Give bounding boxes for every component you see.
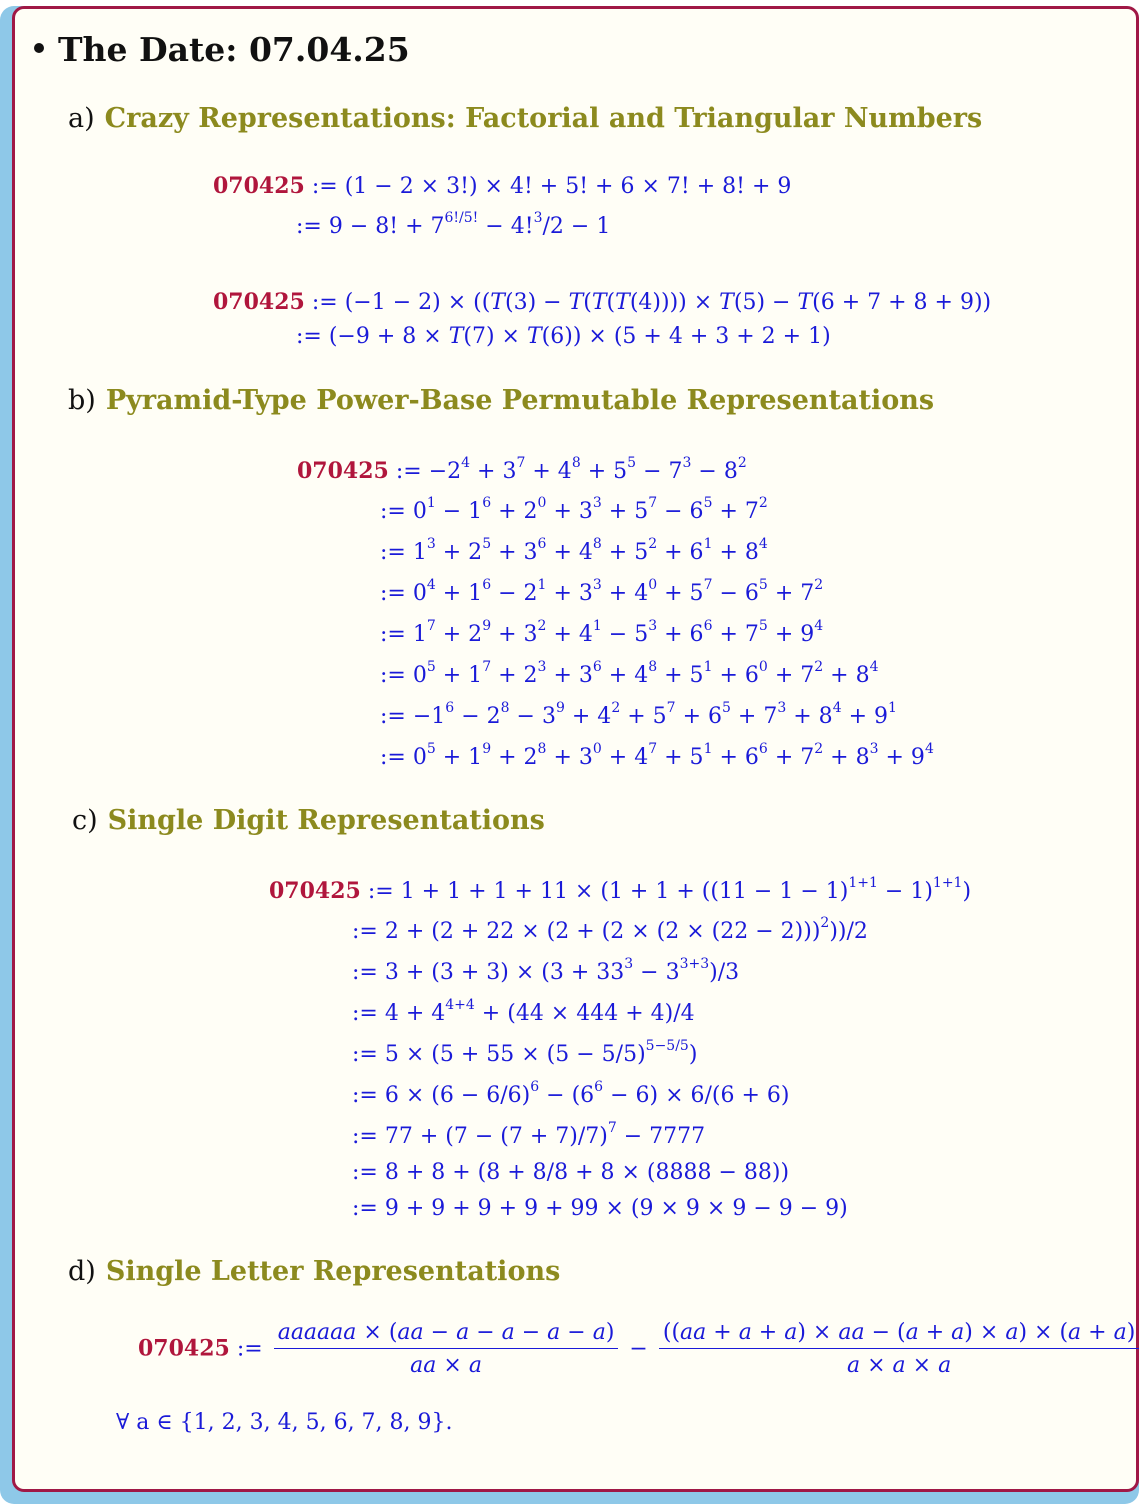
equation: 070425 := $-2^4 + 3^7 + 4^8 + 5^5 - 7^3 - 8^2$: [297, 454, 747, 484]
equation: := $0^5 + 1^9 + 2^8 + 3^0 + 4^7 + 5^1 + 6^6 + 7^2 + 8^3 + 9^4$: [380, 740, 934, 770]
equation: 070425 := $1 + 1 + 1 + 11 \times (1 + 1 + ((11 - 1 - 1)^{1+1} - 1)^{1+1})$: [269, 874, 972, 904]
section-d-heading: d) Single Letter Representations: [68, 1256, 561, 1287]
equation: 070425 := (−1 − 2) × ((T(3) − T(T(T(4)))) × T(5) − T(6 + 7 + 8 + 9)): [213, 289, 992, 315]
equation: := $1^3 + 2^5 + 3^6 + 4^8 + 5^2 + 6^1 + 8^4$: [380, 535, 768, 565]
equation: 070425 := $\frac{\text{aaaaaa × (aa − a − a − a − a)}}{aa \times a}$ − $\frac{((aa + a + a) \times aa - (a + a) \times a) \times (a + a)}{a \times a \times a}$: [138, 1322, 1143, 1377]
equation: := $5 \times (5 + 55 \times (5 - 5/5)^{5-5/5})$: [352, 1037, 698, 1067]
equation: := $2 + (2 + 22 \times (2 + (2 \times (2 \times (22 - 2)))^2))/2$: [352, 914, 868, 944]
equation: := $6 \times (6 - 6/6)^6 - (6^6 - 6) \times 6/(6 + 6)$: [352, 1078, 790, 1108]
equation: := $1^7 + 2^9 + 3^2 + 4^1 - 5^3 + 6^6 + 7^5 + 9^4$: [380, 617, 824, 647]
equation: := $0^5 + 1^7 + 2^3 + 3^6 + 4^8 + 5^1 + 6^0 + 7^2 + 8^4$: [380, 658, 879, 688]
page-title: The Date: 07.04.25: [34, 30, 410, 69]
equation: := $3 + (3 + 3) \times (3 + 33^3 - 3^{3+3})/3$: [352, 955, 740, 985]
section-b-heading: b) Pyramid-Type Power-Base Permutable Representations: [68, 385, 935, 416]
equation: := $77 + (7 - (7 + 7)/7)^7 - 7777$: [352, 1119, 706, 1149]
equation: := 8 + 8 + (8 + 8/8 + 8 × (8888 − 88)): [352, 1160, 790, 1185]
equation: := 9 − 8! + $7^{6!/5!} - 4!^3/2 - 1$: [296, 209, 611, 239]
forall-statement: ∀ a ∈ {1, 2, 3, 4, 5, 6, 7, 8, 9}.: [116, 1410, 453, 1435]
equation: := $4 + 4^{4+4} + (44 \times 444 + 4)/4$: [352, 996, 695, 1026]
equation: := $0^4 + 1^6 - 2^1 + 3^3 + 4^0 + 5^7 - 6^5 + 7^2$: [380, 576, 824, 606]
equation: 070425 := (1 − 2 × 3!) × 4! + 5! + 6 × 7! + 8! + 9: [213, 173, 792, 199]
equation: := $-1^6 - 2^8 - 3^9 + 4^2 + 5^7 + 6^5 + 7^3 + 8^4 + 9^1$: [380, 699, 897, 729]
section-c-heading: c) Single Digit Representations: [72, 805, 545, 836]
equation: := $0^1 - 1^6 + 2^0 + 3^3 + 5^7 - 6^5 + 7^2$: [380, 494, 768, 524]
equation: := 9 + 9 + 9 + 9 + 99 × (9 × 9 × 9 − 9 − 9): [352, 1196, 848, 1221]
section-a-heading: a) Crazy Representations: Factorial and Triangular Numbers: [68, 103, 983, 134]
equation: := (−9 + 8 × T(7) × T(6)) × (5 + 4 + 3 + 2 + 1): [296, 324, 831, 349]
bullet-icon: [34, 43, 44, 53]
